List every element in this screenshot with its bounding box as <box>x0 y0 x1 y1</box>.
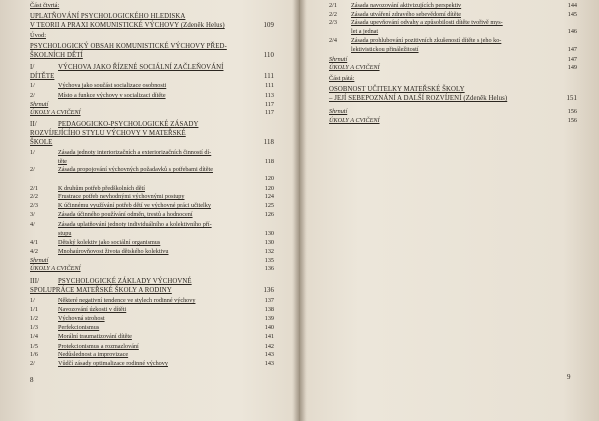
toc-entry-title: Nedůslednost a improvizace <box>58 351 129 358</box>
toc-entry <box>30 361 274 369</box>
toc-entry-title: lektivistickou přináležitostí <box>351 46 419 53</box>
toc-entry-title: OSOBNOST UČITELKY MATEŘSKÉ ŠKOLY <box>329 86 465 93</box>
toc-entry-page-number: 110 <box>263 52 274 59</box>
toc-entry-title: Frustrace potřeb nevhodnými výchovnými postupy <box>58 193 185 200</box>
toc-entry-title: PSYCHOLOGICKÝ OBSAH KOMUNISTICKÉ VÝCHOVY PŘED- <box>30 43 227 50</box>
toc-entry-title: Úvod: <box>30 32 46 39</box>
toc-entry-page-number: 147 <box>567 46 577 53</box>
toc-entry <box>30 316 274 324</box>
toc-entry-number: 1/6 <box>30 351 38 358</box>
toc-entry-page-number: 120 <box>264 175 274 182</box>
right-page <box>303 0 599 421</box>
toc-entry-number: II/ <box>30 121 37 128</box>
toc-entry-number: 3/ <box>30 211 35 218</box>
toc-entry-number: 2/2 <box>329 11 337 18</box>
toc-entry-page-number: 156 <box>567 117 577 124</box>
toc-entry-page-number: 145 <box>567 11 577 18</box>
toc-entry <box>30 64 274 72</box>
toc-entry <box>30 93 274 101</box>
toc-entry-title: ÚKOLY A CVIČENÍ <box>30 109 81 116</box>
toc-entry <box>30 222 274 230</box>
toc-entry <box>30 13 274 21</box>
toc-entry <box>329 38 577 46</box>
toc-entry <box>30 240 274 248</box>
toc-entry-number: 4/2 <box>30 248 38 255</box>
toc-entry-page-number: 111 <box>265 82 274 89</box>
toc-entry-title: ROZVÍJEJÍCÍHO STYLU VÝCHOVY V MATEŘSKÉ <box>30 130 186 137</box>
toc-entry-title: VÝCHOVA JAKO ŘÍZENÉ SOCIÁLNÍ ZAČLEŇOVÁNÍ <box>58 64 224 71</box>
left-page <box>0 0 296 421</box>
toc-entry-number: 4/ <box>30 221 35 228</box>
toc-entry-page-number: 156 <box>567 108 577 115</box>
toc-entry-title: Zásada propojování výchovných požadavků s potřebami dítěte <box>58 166 213 173</box>
left-folio: 8 <box>30 376 34 384</box>
toc-entry-title: Zásada navozování aktivizujících perspektiv <box>351 2 462 9</box>
toc-entry-title: Perfekcionismus <box>58 324 100 331</box>
toc-entry <box>30 52 274 60</box>
toc-entry-number: 2/1 <box>329 2 337 9</box>
toc-entry <box>30 139 274 147</box>
toc-entry-number: 1/4 <box>30 333 38 340</box>
toc-entry-number: I/ <box>30 64 35 71</box>
toc-entry-title: DÍTĚTE <box>30 73 55 80</box>
toc-entry-page-number: 111 <box>264 73 274 80</box>
toc-entry-page-number: 130 <box>264 239 274 246</box>
toc-entry <box>30 22 274 30</box>
toc-entry <box>30 325 274 333</box>
toc-entry-title: ÚKOLY A CVIČENÍ <box>30 265 81 272</box>
toc-entry <box>30 176 274 184</box>
toc-entry-title: Některé negativní tendence ve stylech rodinné výchovy <box>58 297 196 304</box>
toc-entry <box>329 3 577 11</box>
toc-entry-title: Dětský kolektiv jako sociální organismus <box>58 239 161 246</box>
toc-entry <box>329 47 577 55</box>
toc-entry-number: 2/3 <box>30 202 38 209</box>
toc-entry-title: Morální traumatizování dítěte <box>58 333 132 340</box>
toc-entry <box>329 118 577 126</box>
toc-entry-title: Zásada účinného používání odměn, trestů a hodnocení <box>58 211 193 218</box>
toc-entry-page-number: 147 <box>567 56 577 63</box>
toc-entry <box>329 86 577 94</box>
toc-entry-title: Shrnutí <box>329 56 348 63</box>
toc-entry-title: UPLATŇOVÁNÍ PSYCHOLOGICKÉHO HLEDISKA <box>30 13 186 20</box>
toc-entry-number: 2/4 <box>329 37 337 44</box>
toc-entry-title: Výchovná strohost <box>58 315 105 322</box>
toc-entry <box>329 95 577 103</box>
toc-entry-title: Shrnutí <box>329 108 348 115</box>
toc-entry-title: Část čtvrtá: <box>30 2 60 9</box>
toc-entry <box>329 20 577 28</box>
toc-entry-title: Zásada utváření zdravého sebevědomí dítěte <box>351 11 461 18</box>
toc-entry-page-number: 140 <box>264 324 274 331</box>
toc-entry-number: 1/ <box>30 149 35 156</box>
toc-entry <box>30 167 274 175</box>
toc-entry-title: ÚKOLY A CVIČENÍ <box>329 64 380 71</box>
toc-entry <box>30 33 274 41</box>
toc-entry-title: Mnohaúrovňovost života dětského kolektivu <box>58 248 169 255</box>
toc-entry-number: 1/1 <box>30 306 38 313</box>
toc-entry-page-number: 138 <box>264 306 274 313</box>
toc-entry-title: těte <box>58 158 67 165</box>
toc-entry <box>30 278 274 286</box>
toc-entry-page-number: 142 <box>264 343 274 350</box>
toc-entry-title: Vůdčí zásady optimalizace rodinné výchovy <box>58 360 168 367</box>
toc-entry-title: let a jednat <box>351 28 379 35</box>
toc-entry-title: Místo a funkce výchovy v socializaci dítěte <box>58 92 166 99</box>
toc-entry-number: 1/2 <box>30 315 38 322</box>
toc-entry-number: 2/ <box>30 360 35 367</box>
toc-entry-page-number: 136 <box>263 287 274 294</box>
toc-entry <box>30 352 274 360</box>
toc-entry-page-number: 117 <box>264 109 274 116</box>
toc-entry-title: K účinnému využívání potřeb dětí ve výchovné práci učitelky <box>58 202 211 209</box>
toc-entry-title: Část pátá: <box>329 75 355 82</box>
toc-entry-page-number: 135 <box>264 257 274 264</box>
toc-entry <box>30 231 274 239</box>
toc-entry <box>30 110 274 118</box>
toc-entry-page-number: 144 <box>567 2 577 9</box>
toc-entry-title: Zásada upevňování odvahy a způsobilosti dítěte tvořivě mys- <box>351 19 503 26</box>
toc-entry-title: Shrnutí <box>30 257 49 264</box>
toc-entry-title: Shrnutí <box>30 101 49 108</box>
toc-entry <box>329 76 577 84</box>
toc-entry <box>329 29 577 37</box>
toc-entry-title: Protekcionismus a rozmazlování <box>58 343 139 350</box>
toc-entry <box>30 298 274 306</box>
toc-entry-page-number: 118 <box>263 139 274 146</box>
toc-entry-number: 1/ <box>30 297 35 304</box>
toc-entry <box>30 43 274 51</box>
toc-entry <box>30 334 274 342</box>
toc-entry-number: 1/3 <box>30 324 38 331</box>
toc-entry-title: K druhům potřeb předškolních dětí <box>58 185 145 192</box>
toc-entry-page-number: 130 <box>264 230 274 237</box>
toc-entry-title: – JEJÍ SEBEPOZNÁNÍ A DALŠÍ ROZVÍJENÍ (Zdeněk Helus) <box>329 95 508 102</box>
toc-entry <box>30 121 274 129</box>
toc-entry-page-number: 118 <box>264 158 274 165</box>
toc-entry-number: 1/ <box>30 82 35 89</box>
toc-entry-number: 2/1 <box>30 185 38 192</box>
toc-entry-page-number: 124 <box>264 193 274 200</box>
toc-entry <box>30 73 274 81</box>
toc-entry-number: 1/5 <box>30 343 38 350</box>
toc-entry <box>329 65 577 73</box>
toc-entry-page-number: 136 <box>264 265 274 272</box>
toc-entry-title: PSYCHOLOGICKÉ ZÁKLADY VÝCHOVNÉ <box>58 278 192 285</box>
toc-entry-page-number: 120 <box>264 185 274 192</box>
toc-entry <box>30 3 274 11</box>
toc-entry-title: stupu <box>58 230 72 237</box>
toc-entry-title: ŠKOLE <box>30 139 53 146</box>
toc-entry-page-number: 113 <box>264 92 274 99</box>
toc-entry-page-number: 151 <box>566 95 577 102</box>
toc-entry-number: III/ <box>30 278 40 285</box>
toc-entry-page-number: 132 <box>264 248 274 255</box>
toc-entry-title: Zásada uplatňování jednoty individuálního a kolektivního pří- <box>58 221 212 228</box>
toc-entry-page-number: 125 <box>264 202 274 209</box>
toc-entry-title: ÚKOLY A CVIČENÍ <box>329 117 380 124</box>
toc-entry-page-number: 141 <box>264 333 274 340</box>
toc-entry-title: ŠKOLNÍCH DĚTÍ <box>30 52 83 59</box>
toc-entry-title: V TEORII A PRAXI KOMUNISTICKÉ VÝCHOVY (Zdeněk Helus) <box>30 22 225 29</box>
toc-entry-title: Zásada jednoty interiorizačních a exteriorizačních činností dí- <box>58 149 212 156</box>
toc-entry-page-number: 149 <box>567 64 577 71</box>
toc-entry-number: 2/ <box>30 166 35 173</box>
toc-entry-title: Zásada prohlubování pozitivních zkušeností dítěte s jeho ko- <box>351 37 502 44</box>
toc-entry-page-number: 143 <box>264 360 274 367</box>
toc-entry <box>329 109 577 117</box>
toc-entry <box>30 307 274 315</box>
toc-entry-number: 4/1 <box>30 239 38 246</box>
toc-entry <box>30 203 274 211</box>
toc-entry-number: 2/3 <box>329 19 337 26</box>
toc-entry <box>30 212 274 220</box>
toc-entry-page-number: 137 <box>264 297 274 304</box>
toc-entry <box>30 130 274 138</box>
toc-entry <box>30 194 274 202</box>
toc-entry-page-number: 109 <box>263 22 274 29</box>
toc-entry-title: Navozování úzkosti v dítěti <box>58 306 127 313</box>
toc-entry-page-number: 126 <box>264 211 274 218</box>
toc-entry <box>30 287 274 295</box>
toc-entry-number: 2/ <box>30 92 35 99</box>
toc-entry-number: 2/2 <box>30 193 38 200</box>
right-folio: 9 <box>567 373 571 381</box>
toc-entry <box>30 266 274 274</box>
toc-entry-page-number: 143 <box>264 351 274 358</box>
toc-entry-page-number: 139 <box>264 315 274 322</box>
toc-entry <box>30 150 274 158</box>
toc-entry-page-number: 146 <box>567 28 577 35</box>
toc-entry <box>30 83 274 91</box>
toc-entry-title: PEDAGOGICKO-PSYCHOLOGICKÉ ZÁSADY <box>58 121 199 128</box>
toc-entry-title: Výchova jako součást socializace osobnosti <box>58 82 167 89</box>
toc-entry-title: SPOLUPRÁCE MATEŘSKÉ ŠKOLY A RODINY <box>30 287 172 294</box>
toc-entry <box>30 249 274 257</box>
toc-entry-page-number: 117 <box>264 101 274 108</box>
